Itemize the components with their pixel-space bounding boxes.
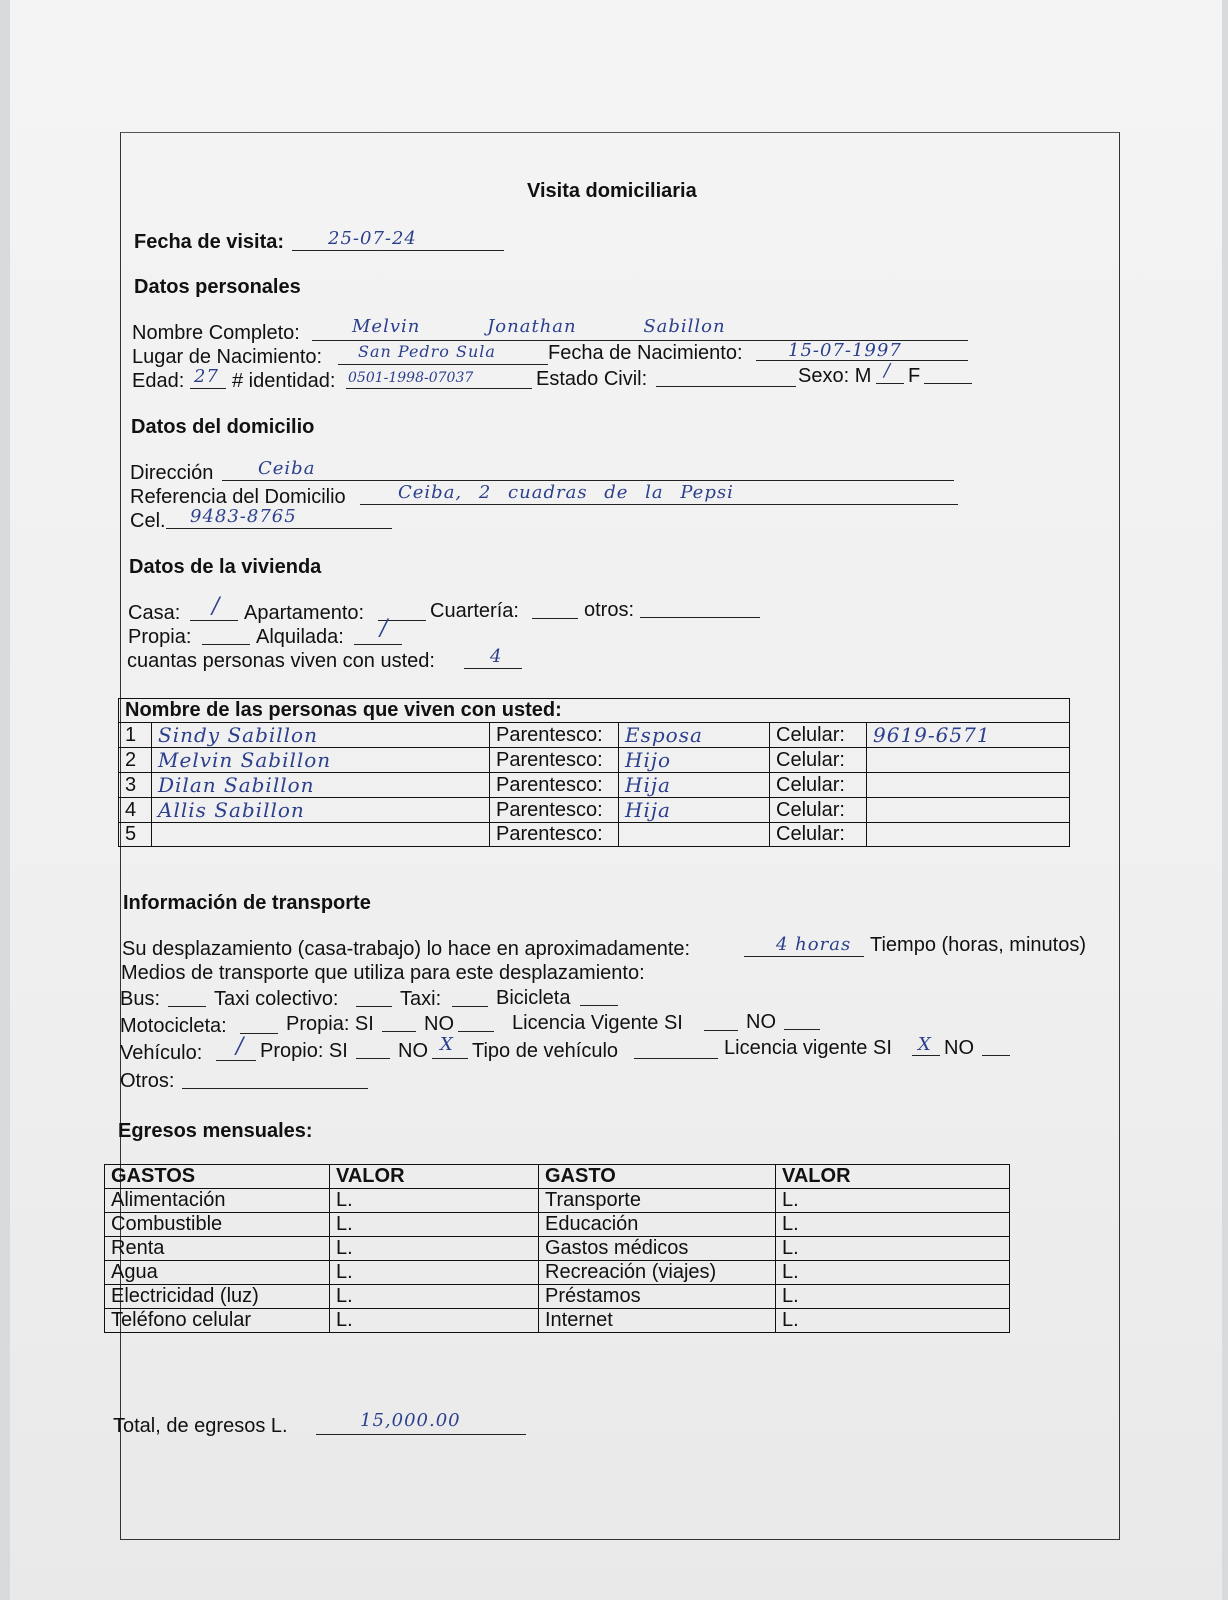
- estado-civil-label: Estado Civil:: [536, 368, 648, 390]
- personas-table: [118, 698, 1070, 847]
- fecha-visita-line: [292, 250, 504, 251]
- sexo-m-line: [876, 383, 904, 384]
- taxi-colectivo-label: Taxi colectivo:: [214, 988, 339, 1010]
- total-value[interactable]: 15,000.00: [360, 1410, 461, 1431]
- celular-label: Celular:: [770, 823, 867, 847]
- egresos-table: [104, 1164, 1010, 1333]
- fecha-visita-value[interactable]: 25-07-24: [328, 228, 417, 249]
- vehiculo-line: [216, 1060, 256, 1061]
- gasto-label: Recreación (viajes): [539, 1261, 776, 1285]
- parentesco-label: Parentesco:: [490, 773, 619, 798]
- moto-licencia-no-line[interactable]: [784, 1029, 820, 1030]
- personas-label: cuantas personas viven con usted:: [127, 650, 435, 672]
- row-number: 4: [119, 798, 152, 823]
- cel-value[interactable]: 9483-8765: [190, 506, 297, 527]
- moto-propia-si-label: Propia: SI: [286, 1013, 374, 1035]
- table-row: [119, 723, 1070, 748]
- cel-line: [166, 528, 392, 529]
- motocicleta-label: Motocicleta:: [120, 1015, 227, 1037]
- fecha-visita-label: Fecha de visita:: [134, 231, 285, 253]
- desplazamiento-line: [744, 956, 864, 957]
- cuarteria-line[interactable]: [532, 618, 578, 619]
- otros-transporte-line[interactable]: [182, 1088, 368, 1089]
- fecha-nac-label: Fecha de Nacimiento:: [548, 342, 743, 364]
- licencia-no-label: NO: [944, 1037, 974, 1059]
- parentesco-label: Parentesco:: [490, 723, 619, 748]
- bus-label: Bus:: [120, 988, 161, 1010]
- sexo-f-label: F: [908, 365, 921, 387]
- taxi-colectivo-line[interactable]: [356, 1006, 392, 1007]
- personas-table-header: Nombre de las personas que viven con usted:: [119, 699, 1070, 723]
- personas-value[interactable]: 4: [490, 646, 503, 667]
- gasto-valor[interactable]: L.: [330, 1309, 539, 1333]
- persona-parentesco[interactable]: Hija: [619, 798, 770, 823]
- casa-label: Casa:: [128, 602, 181, 624]
- celular-label: Celular:: [770, 748, 867, 773]
- bicicleta-label: Bicicleta: [496, 987, 571, 1009]
- identidad-label: # identidad:: [232, 370, 336, 392]
- moto-licencia-label: Licencia Vigente SI: [512, 1012, 683, 1034]
- vivienda-heading: Datos de la vivienda: [129, 556, 322, 578]
- gasto-valor[interactable]: L.: [330, 1237, 539, 1261]
- licencia-si-line: [912, 1055, 940, 1056]
- taxi-line[interactable]: [452, 1006, 488, 1007]
- persona-nombre[interactable]: Allis Sabillon: [152, 798, 490, 823]
- table-row: [105, 1189, 1010, 1213]
- alquilada-value[interactable]: /: [380, 616, 389, 641]
- casa-value[interactable]: /: [212, 594, 221, 619]
- persona-parentesco[interactable]: [619, 823, 770, 847]
- gasto-label: Educación: [539, 1213, 776, 1237]
- gasto-label: Alimentación: [105, 1189, 330, 1213]
- gasto-valor[interactable]: L.: [330, 1261, 539, 1285]
- direccion-line: [222, 480, 954, 481]
- row-number: 3: [119, 773, 152, 798]
- bus-line[interactable]: [168, 1006, 206, 1007]
- identidad-line: [346, 388, 532, 389]
- table-row: [119, 748, 1070, 773]
- gasto-header: GASTO: [539, 1165, 776, 1189]
- moto-licencia-si-line[interactable]: [704, 1030, 738, 1031]
- desplazamiento-label: Su desplazamiento (casa-trabajo) lo hace en aproximadamente:: [122, 938, 691, 960]
- celular-label: Celular:: [770, 773, 867, 798]
- gastos-header: GASTOS: [105, 1165, 330, 1189]
- persona-nombre[interactable]: Melvin Sabillon: [152, 748, 490, 773]
- vehiculo-value[interactable]: /: [236, 1034, 245, 1059]
- parentesco-label: Parentesco:: [490, 798, 619, 823]
- bicicleta-line[interactable]: [580, 1005, 618, 1006]
- gasto-label: Préstamos: [539, 1285, 776, 1309]
- gasto-valor[interactable]: L.: [330, 1285, 539, 1309]
- sexo-f-line[interactable]: [924, 383, 972, 384]
- otros-vivienda-label: otros:: [584, 599, 635, 621]
- gasto-label: Agua: [105, 1261, 330, 1285]
- otros-transporte-label: Otros:: [120, 1070, 175, 1092]
- valor-header: VALOR: [776, 1165, 1010, 1189]
- persona-celular[interactable]: [867, 798, 1070, 823]
- table-row: [119, 773, 1070, 798]
- gasto-valor[interactable]: L.: [330, 1213, 539, 1237]
- tiempo-label: Tiempo (horas, minutos): [870, 934, 1086, 956]
- table-row: [105, 1213, 1010, 1237]
- gasto-valor[interactable]: L.: [776, 1189, 1010, 1213]
- direccion-value[interactable]: Ceiba: [258, 458, 316, 479]
- gasto-label: Teléfono celular: [105, 1309, 330, 1333]
- direccion-label: Dirección: [130, 462, 214, 484]
- referencia-line: [360, 504, 958, 505]
- otros-vivienda-line[interactable]: [640, 617, 760, 618]
- transporte-heading: Información de transporte: [123, 892, 371, 914]
- licencia-no-line[interactable]: [982, 1055, 1010, 1056]
- taxi-label: Taxi:: [400, 988, 442, 1010]
- moto-propia-si-line[interactable]: [382, 1031, 416, 1032]
- moto-propia-no-line[interactable]: [458, 1031, 494, 1032]
- parentesco-label: Parentesco:: [490, 748, 619, 773]
- persona-celular[interactable]: [867, 823, 1070, 847]
- nombre-label: Nombre Completo:: [132, 322, 300, 344]
- gasto-label: Renta: [105, 1237, 330, 1261]
- celular-label: Celular:: [770, 798, 867, 823]
- gasto-label: Transporte: [539, 1189, 776, 1213]
- gasto-valor[interactable]: L.: [776, 1261, 1010, 1285]
- vehiculo-label: Vehículo:: [120, 1042, 203, 1064]
- persona-celular[interactable]: [867, 773, 1070, 798]
- gasto-label: Combustible: [105, 1213, 330, 1237]
- gasto-valor[interactable]: L.: [776, 1309, 1010, 1333]
- alquilada-line: [354, 644, 402, 645]
- personales-heading: Datos personales: [134, 276, 301, 298]
- referencia-label: Referencia del Domicilio: [130, 486, 346, 508]
- tipo-vehiculo-line[interactable]: [634, 1058, 718, 1059]
- table-row: [105, 1237, 1010, 1261]
- desplazamiento-value[interactable]: 4 horas: [776, 934, 852, 955]
- moto-licencia-no-label: NO: [746, 1011, 776, 1033]
- table-row: [105, 1309, 1010, 1333]
- table-row: [105, 1285, 1010, 1309]
- egresos-heading: Egresos mensuales:: [118, 1120, 313, 1142]
- gasto-valor[interactable]: L.: [776, 1213, 1010, 1237]
- moto-propia-no-label: NO: [424, 1013, 454, 1035]
- edad-label: Edad:: [132, 370, 185, 392]
- gasto-valor[interactable]: L.: [776, 1285, 1010, 1309]
- row-number: 1: [119, 723, 152, 748]
- licencia-si-value[interactable]: X: [918, 1034, 932, 1055]
- identidad-value[interactable]: 0501-1998-07037: [348, 370, 474, 386]
- parentesco-label: Parentesco:: [490, 823, 619, 847]
- referencia-value[interactable]: Ceiba, 2 cuadras de la Pepsi: [398, 482, 734, 503]
- lugar-line: [338, 364, 548, 365]
- persona-nombre[interactable]: Dilan Sabillon: [152, 773, 490, 798]
- total-line: [316, 1434, 526, 1435]
- gasto-valor[interactable]: L.: [776, 1237, 1010, 1261]
- persona-nombre[interactable]: [152, 823, 490, 847]
- gasto-valor[interactable]: L.: [330, 1189, 539, 1213]
- estado-civil-line[interactable]: [656, 386, 796, 387]
- propia-line[interactable]: [202, 644, 250, 645]
- nombre-value[interactable]: Melvin Jonathan Sabillon: [352, 316, 726, 337]
- row-number: 5: [119, 823, 152, 847]
- sexo-m-label: Sexo: M: [798, 365, 872, 387]
- lugar-label: Lugar de Nacimiento:: [132, 346, 323, 368]
- propio-no-line: [432, 1058, 468, 1059]
- table-row: [105, 1261, 1010, 1285]
- propio-no-value[interactable]: X: [440, 1034, 454, 1055]
- gasto-label: Gastos médicos: [539, 1237, 776, 1261]
- propio-si-label: Propio: SI: [260, 1040, 348, 1062]
- tipo-vehiculo-label: Tipo de vehículo: [472, 1040, 619, 1062]
- cuarteria-label: Cuartería:: [430, 600, 519, 622]
- gasto-label: Internet: [539, 1309, 776, 1333]
- persona-parentesco[interactable]: Hijo: [619, 748, 770, 773]
- row-number: 2: [119, 748, 152, 773]
- personas-line: [464, 668, 522, 669]
- form-title: Visita domiciliaria: [527, 180, 697, 202]
- gasto-label: Electricidad (luz): [105, 1285, 330, 1309]
- total-label: Total, de egresos L.: [113, 1415, 288, 1437]
- apartamento-label: Apartamento:: [244, 602, 365, 624]
- propio-si-line[interactable]: [356, 1058, 390, 1059]
- persona-parentesco[interactable]: Hija: [619, 773, 770, 798]
- alquilada-label: Alquilada:: [256, 626, 344, 648]
- propia-label: Propia:: [128, 626, 192, 648]
- cel-label: Cel.: [130, 510, 166, 532]
- casa-line: [190, 620, 238, 621]
- table-row: [119, 823, 1070, 847]
- fecha-nac-value[interactable]: 15-07-1997: [788, 340, 902, 361]
- edad-value[interactable]: 27: [194, 366, 219, 387]
- persona-celular[interactable]: 9619-6571: [867, 723, 1070, 748]
- domicilio-heading: Datos del domicilio: [131, 416, 315, 438]
- persona-celular[interactable]: [867, 748, 1070, 773]
- edad-line: [190, 388, 226, 389]
- valor-header: VALOR: [330, 1165, 539, 1189]
- propio-no-label: NO: [398, 1040, 428, 1062]
- licencia-vigente-label: Licencia vigente SI: [724, 1037, 892, 1059]
- persona-parentesco[interactable]: Esposa: [619, 723, 770, 748]
- lugar-value[interactable]: San Pedro Sula: [358, 342, 496, 361]
- table-row: [119, 798, 1070, 823]
- sexo-m-value[interactable]: /: [884, 360, 892, 381]
- medios-label: Medios de transporte que utiliza para este desplazamiento:: [121, 962, 645, 984]
- motocicleta-line[interactable]: [240, 1033, 278, 1034]
- persona-nombre[interactable]: Sindy Sabillon: [152, 723, 490, 748]
- celular-label: Celular:: [770, 723, 867, 748]
